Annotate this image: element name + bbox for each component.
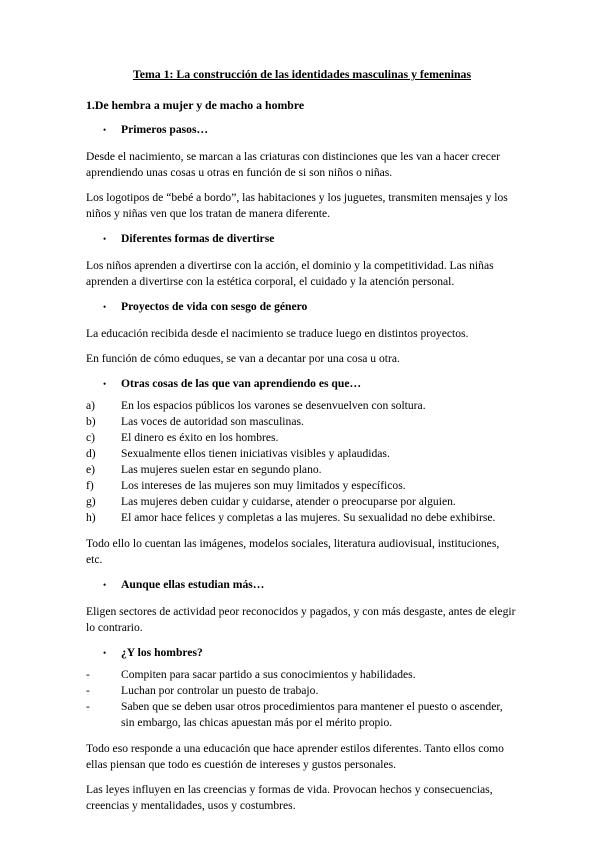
list-item-text: Los intereses de las mujeres son muy limitados y específicos.: [121, 479, 406, 492]
list-marker: e): [86, 463, 96, 476]
subheading-text: Aunque ellas estudian más…: [121, 578, 265, 591]
list-item: [86, 414, 518, 430]
list-marker: b): [86, 415, 96, 428]
subheading-text: Otras cosas de las que van aprendiendo es que…: [121, 377, 362, 390]
list-item: [86, 494, 518, 510]
paragraph: Todo eso responde a una educación que hace aprender estilos diferentes. Tanto ellos como ellas piensan que todo es cuestión de intereses y gustos personales.: [86, 742, 504, 771]
bullet-icon: •: [103, 580, 107, 590]
section-heading: 1.De hembra a mujer y de macho a hombre: [86, 98, 305, 112]
subheading-text: Primeros pasos…: [121, 123, 209, 136]
lettered-list: [86, 398, 518, 526]
subheading-otras-cosas: [86, 376, 518, 392]
list-item: [86, 462, 518, 478]
list-item-text: Saben que se deben usar otros procedimientos para mantener el puesto o ascender, sin embargo, las chicas apuestan más por el mérito propio.: [121, 700, 503, 729]
paragraph: Todo ello lo cuentan las imágenes, modelos sociales, literatura audiovisual, instituciones, etc.: [86, 537, 500, 566]
dash-list: [86, 667, 518, 731]
bullet-icon: •: [103, 125, 107, 135]
list-item: [86, 510, 518, 526]
list-item-text: Las mujeres suelen estar en segundo plano.: [121, 463, 322, 476]
list-item: [86, 667, 518, 683]
list-item: [86, 478, 518, 494]
list-marker: h): [86, 511, 96, 524]
paragraph: En función de cómo eduques, se van a decantar por una cosa u otra.: [86, 352, 400, 365]
list-item-text: Sexualmente ellos tienen iniciativas visibles y aplaudidas.: [121, 447, 390, 460]
list-item: [86, 398, 518, 414]
document-title: Tema 1: La construcción de las identidades masculinas y femeninas: [132, 67, 472, 81]
list-item: [86, 683, 518, 699]
list-item-text: Luchan por controlar un puesto de trabajo.: [121, 684, 319, 697]
subheading-text: ¿Y los hombres?: [121, 646, 203, 659]
list-marker: c): [86, 431, 96, 444]
list-item-text: Compiten para sacar partido a sus conocimientos y habilidades.: [121, 668, 416, 681]
paragraph: Los logotipos de “bebé a bordo”, las habitaciones y los juguetes, transmiten mensajes y los niños y niñas ven que los tratan de manera diferente.: [86, 191, 508, 220]
list-item-text: Las voces de autoridad son masculinas.: [121, 415, 304, 428]
list-marker: a): [86, 399, 96, 412]
list-marker: f): [86, 479, 94, 492]
document-page: [86, 66, 518, 823]
subheading-text: Proyectos de vida con sesgo de género: [121, 300, 308, 313]
list-marker: -: [86, 668, 90, 681]
list-item-text: Las mujeres deben cuidar y cuidarse, atender o preocuparse por alguien.: [121, 495, 456, 508]
subheading-y-los-hombres: [86, 645, 518, 661]
list-marker: g): [86, 495, 96, 508]
list-item-text: En los espacios públicos los varones se desenvuelven con soltura.: [121, 399, 426, 412]
subheading-aunque-ellas: [86, 577, 518, 593]
subheading-proyectos-de-vida: [86, 299, 518, 315]
subheading-primeros-pasos: [86, 122, 518, 138]
subheading-diferentes-formas: [86, 231, 518, 247]
list-item-text: El dinero es éxito en los hombres.: [121, 431, 279, 444]
list-item-text: El amor hace felices y completas a las mujeres. Su sexualidad no debe exhibirse.: [121, 511, 496, 524]
bullet-icon: •: [103, 648, 107, 658]
list-marker: d): [86, 447, 96, 460]
bullet-icon: •: [103, 234, 107, 244]
bullet-icon: •: [103, 379, 107, 389]
paragraph: Las leyes influyen en las creencias y formas de vida. Provocan hechos y consecuencias, creencias y mentalidades, usos y costumbres.: [86, 783, 493, 812]
paragraph: La educación recibida desde el nacimiento se traduce luego en distintos proyectos.: [86, 327, 469, 340]
bullet-icon: •: [103, 302, 107, 312]
paragraph: Desde el nacimiento, se marcan a las criaturas con distinciones que les van a hacer crecer aprendiendo unas cosas u otras en función de si son niños o niñas.: [86, 150, 500, 179]
list-item: [86, 446, 518, 462]
paragraph: Eligen sectores de actividad peor reconocidos y pagados, y con más desgaste, antes de elegir lo contrario.: [86, 605, 516, 634]
list-item: [86, 699, 518, 731]
list-marker: -: [86, 684, 90, 697]
subheading-text: Diferentes formas de divertirse: [121, 232, 275, 245]
list-marker: -: [86, 700, 90, 713]
paragraph: Los niños aprenden a divertirse con la acción, el dominio y la competitividad. Las niñas aprenden a divertirse con la estética corporal, el cuidado y la atención personal.: [86, 259, 494, 288]
list-item: [86, 430, 518, 446]
